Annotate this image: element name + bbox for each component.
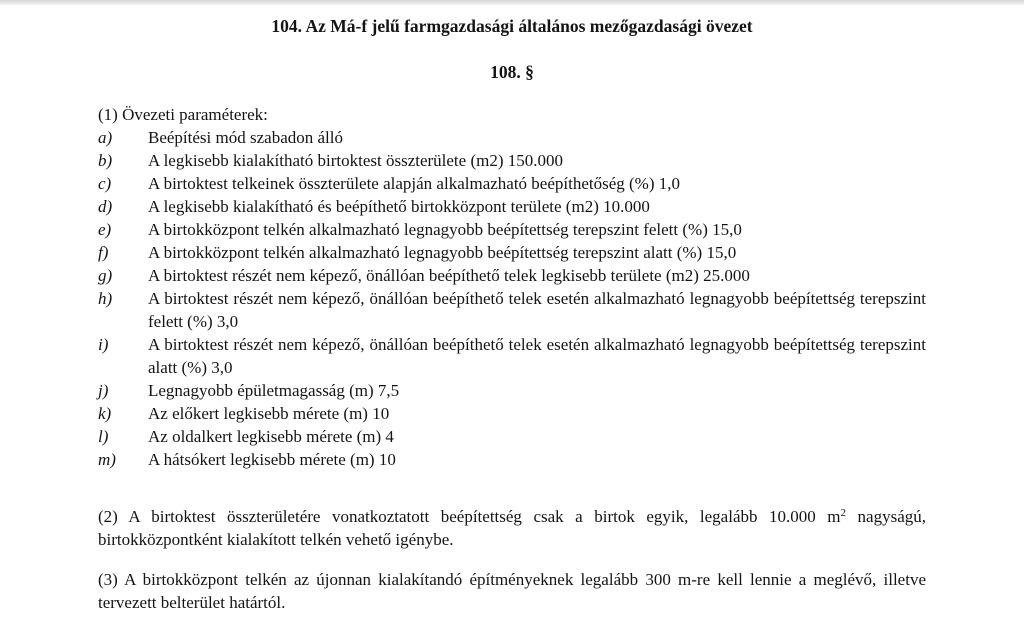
- item-label: f): [98, 243, 109, 262]
- paragraph-2-text-end: nagyságú, birtokközpontként kialakított telkén vehető igénybe.: [98, 507, 926, 549]
- item-text: A birtoktest részét nem képező, önállóan beépíthető telek legkisebb területe (m2) 25.000: [148, 266, 750, 285]
- item-text: Beépítési mód szabadon álló: [148, 128, 343, 147]
- list-item: [98, 425, 926, 448]
- item-label: h): [98, 289, 113, 308]
- list-item: [98, 264, 926, 287]
- item-label: g): [98, 266, 113, 285]
- item-label: b): [98, 151, 113, 170]
- paragraph-2-text: (2) A birtoktest összterületére vonatkoztatott beépítettség csak a birtok egyik, legalább 10.000 m: [98, 507, 841, 526]
- item-label: l): [98, 427, 109, 446]
- item-label: m): [98, 450, 116, 469]
- item-label: e): [98, 220, 112, 239]
- list-item: [98, 402, 926, 425]
- list-item: [98, 287, 926, 333]
- item-text: Az előkert legkisebb mérete (m) 10: [148, 404, 390, 423]
- list-item: [98, 195, 926, 218]
- item-text: A birtokközpont telkén alkalmazható legnagyobb beépítettség terepszint felett (%) 15,0: [148, 220, 742, 239]
- item-label: k): [98, 404, 112, 423]
- item-label: a): [98, 128, 113, 147]
- list-item: [98, 333, 926, 379]
- top-shadow: [0, 0, 1024, 6]
- paragraph-1-intro: (1) Övezeti paraméterek:: [98, 105, 268, 124]
- item-label: j): [98, 381, 109, 400]
- item-text: A legkisebb kialakítható és beépíthető birtokközpont területe (m2) 10.000: [148, 197, 650, 216]
- paragraph-2: [98, 505, 926, 551]
- item-text: Az oldalkert legkisebb mérete (m) 4: [148, 427, 394, 446]
- list-item: [98, 241, 926, 264]
- item-text: Legnagyobb épületmagasság (m) 7,5: [148, 381, 400, 400]
- item-text: A legkisebb kialakítható birtoktest összterülete (m2) 150.000: [148, 151, 563, 170]
- item-text: A birtoktest telkeinek összterülete alapján alkalmazható beépíthetőség (%) 1,0: [148, 174, 681, 193]
- item-label: d): [98, 197, 113, 216]
- list-item: [98, 149, 926, 172]
- list-item: [98, 379, 926, 402]
- item-text: A birtoktest részét nem képező, önállóan beépíthető telek esetén alkalmazható legnagyobb beépítettség terepszint felett (%) 3,0: [148, 289, 926, 331]
- paragraph-3: (3) A birtokközpont telkén az újonnan kialakítandó építményeknek legalább 300 m-re kell lennie a meglévő, illetve tervezett belterület határtól.: [98, 570, 926, 612]
- item-text: A birtoktest részét nem képező, önállóan beépíthető telek esetén alkalmazható legnagyobb beépítettség terepszint alatt (%) 3,0: [148, 335, 926, 377]
- page-title: 104. Az Má-f jelű farmgazdasági általános mezőgazdasági övezet: [271, 16, 753, 36]
- list-item: [98, 172, 926, 195]
- parameter-list: [98, 126, 926, 471]
- item-label: c): [98, 174, 112, 193]
- item-label: i): [98, 335, 109, 354]
- section-number: 108. §: [490, 62, 534, 82]
- item-text: A birtokközpont telkén alkalmazható legnagyobb beépítettség terepszint alatt (%) 15,0: [148, 243, 737, 262]
- superscript: 2: [840, 507, 847, 519]
- list-item: [98, 218, 926, 241]
- item-text: A hátsókert legkisebb mérete (m) 10: [148, 450, 396, 469]
- list-item: [98, 126, 926, 149]
- list-item: [98, 448, 926, 471]
